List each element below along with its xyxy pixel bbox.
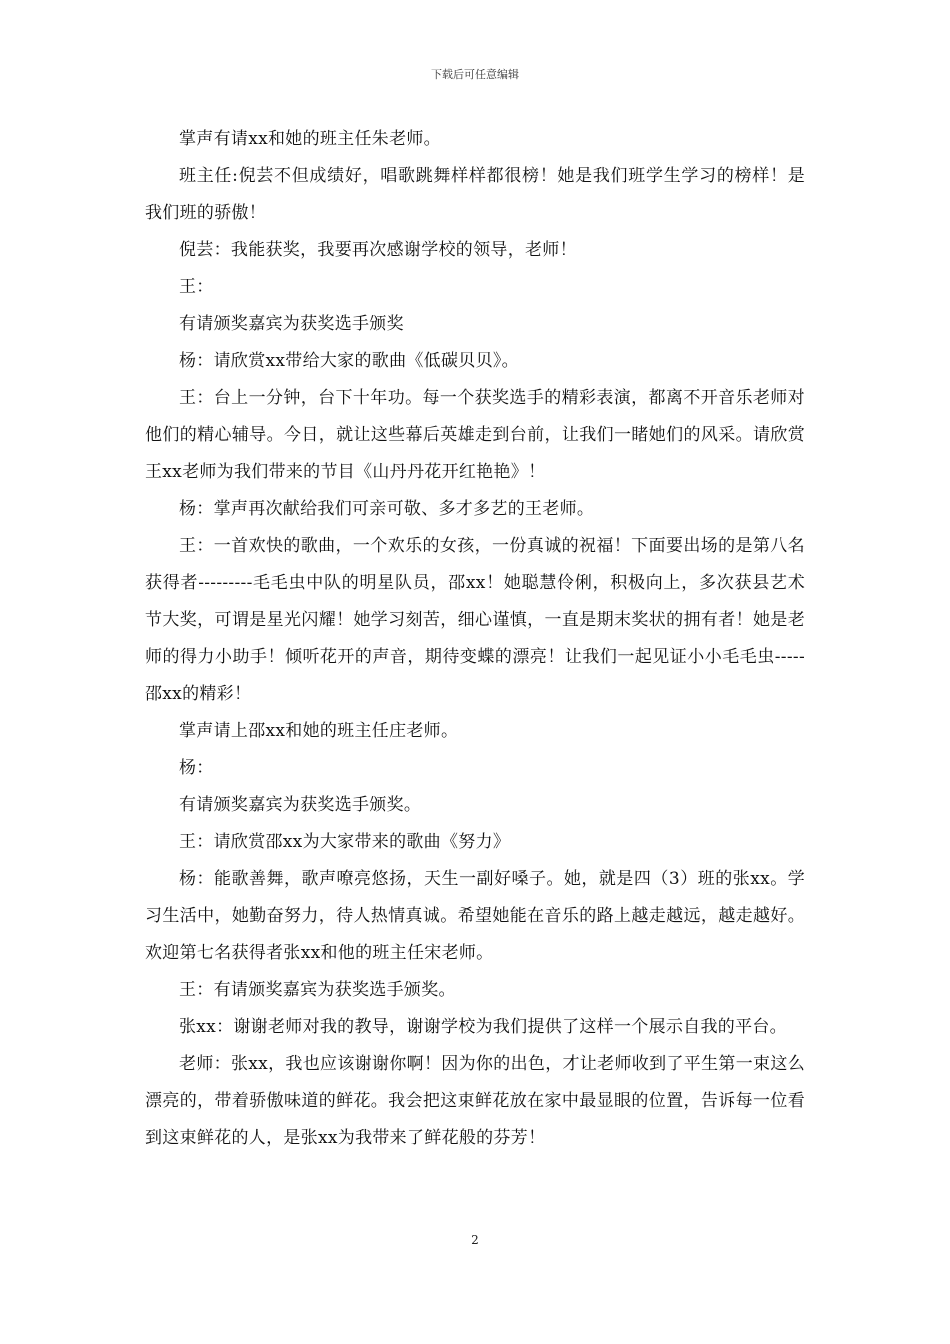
page-number: 2 (471, 1233, 479, 1247)
paragraph: 杨： (179, 758, 214, 778)
paragraph: 王：有请颁奖嘉宾为获奖选手颁奖。 (179, 980, 456, 1000)
paragraph: 班主任:倪芸不但成绩好，唱歌跳舞样样都很榜！她是我们班学生学习的榜样！是我们班的骄傲！ (145, 166, 805, 223)
paragraph: 王：请欣赏邵xx为大家带来的歌曲《努力》 (179, 832, 511, 852)
paragraph: 杨：能歌善舞，歌声嘹亮悠扬，天生一副好嗓子。她，就是四（3）班的张xx。学习生活中，她勤奋努力，待人热情真诚。希望她能在音乐的路上越走越远，越走越好。欢迎第七名获得者张xx和他的班主任宋老师。 (145, 869, 805, 963)
paragraph: 王：一首欢快的歌曲，一个欢乐的女孩，一份真诚的祝福！下面要出场的是第八名获得者---------毛毛虫中队的明星队员，邵xx！她聪慧伶俐，积极向上，多次获县艺术节大奖，可谓是星光闪耀！她学习刻苦，细心谨慎，一直是期末奖状的拥有者！她是老师的得力小助手！倾听花开的声音，期待变蝶的漂亮！让我们一起见证小小毛毛虫-----邵xx的精彩！ (145, 536, 805, 704)
paragraph: 杨：掌声再次献给我们可亲可敬、多才多艺的王老师。 (179, 499, 595, 519)
paragraph: 杨：请欣赏xx带给大家的歌曲《低碳贝贝》。 (179, 351, 519, 371)
paragraph: 有请颁奖嘉宾为获奖选手颁奖。 (179, 795, 422, 815)
paragraph: 有请颁奖嘉宾为获奖选手颁奖 (179, 314, 404, 334)
paragraph: 掌声请上邵xx和她的班主任庄老师。 (179, 721, 459, 741)
page-header-note: 下载后可任意编辑 (431, 68, 519, 81)
paragraph: 倪芸：我能获奖，我要再次感谢学校的领导，老师！ (179, 240, 577, 260)
paragraph: 王： (179, 277, 214, 297)
document-body (145, 121, 805, 1157)
paragraph: 老师：张xx，我也应该谢谢你啊！因为你的出色，才让老师收到了平生第一束这么漂亮的，带着骄傲味道的鲜花。我会把这束鲜花放在家中最显眼的位置，告诉每一位看到这束鲜花的人，是张xx为我带来了鲜花般的芬芳！ (145, 1054, 805, 1148)
paragraph: 王：台上一分钟，台下十年功。每一个获奖选手的精彩表演，都离不开音乐老师对他们的精心辅导。今日，就让这些幕后英雄走到台前，让我们一睹她们的风采。请欣赏王xx老师为我们带来的节目《山丹丹花开红艳艳》！ (145, 388, 805, 482)
paragraph: 张xx：谢谢老师对我的教导，谢谢学校为我们提供了这样一个展示自我的平台。 (179, 1017, 787, 1037)
paragraph: 掌声有请xx和她的班主任朱老师。 (179, 129, 441, 149)
